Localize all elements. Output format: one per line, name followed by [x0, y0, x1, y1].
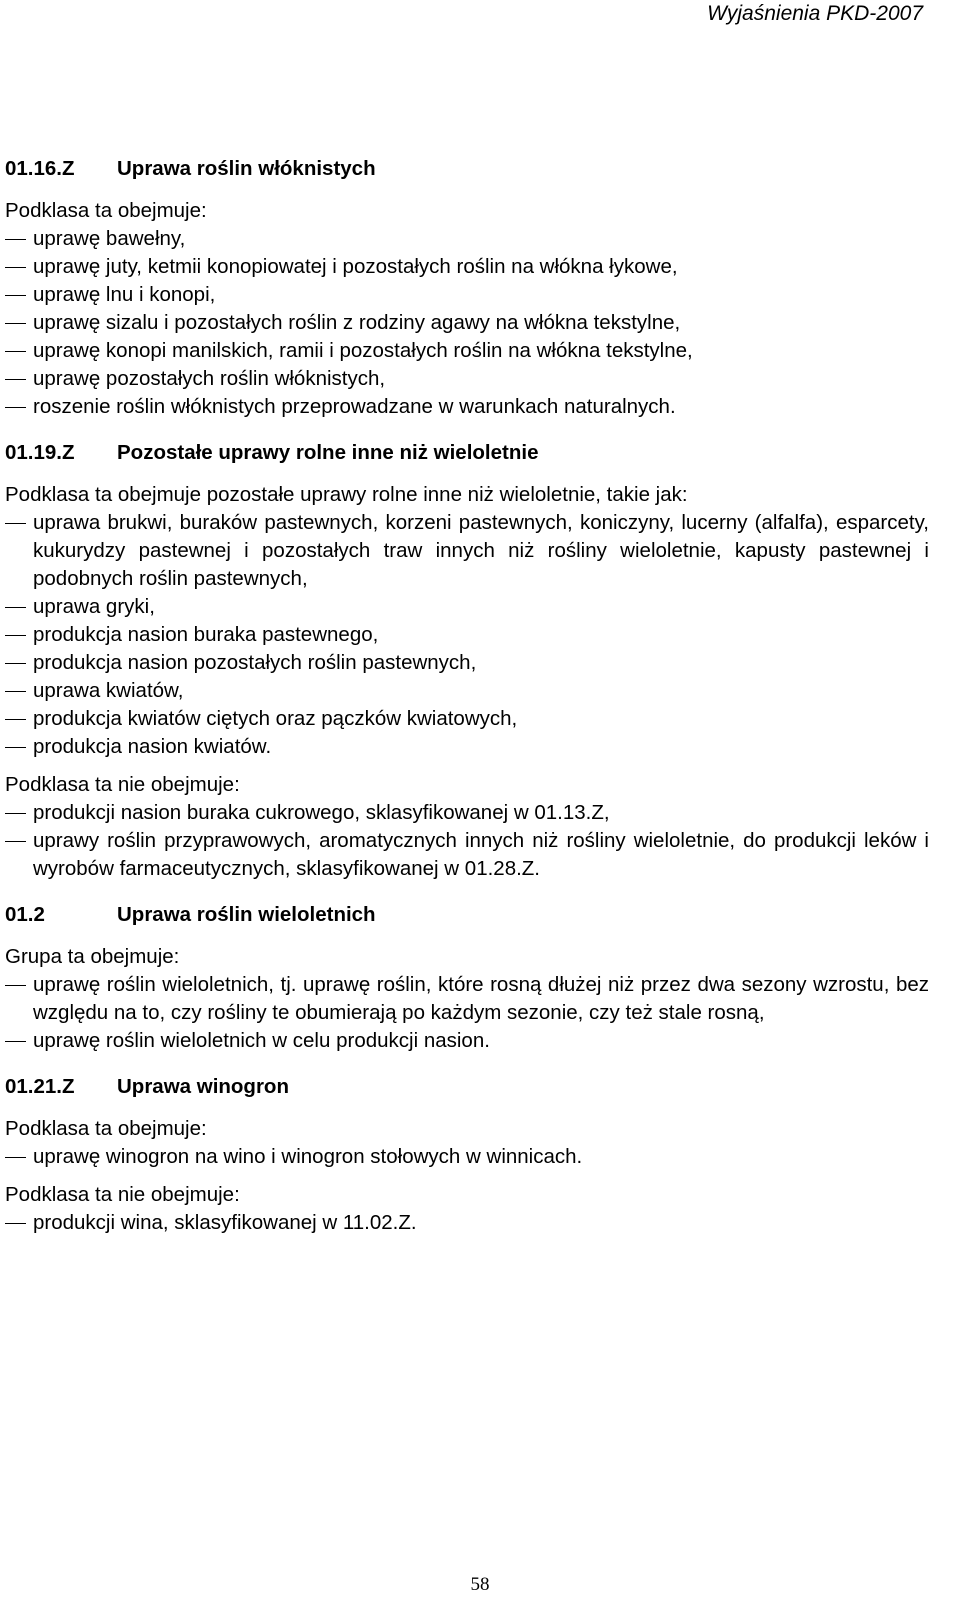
list-item: uprawa brukwi, buraków pastewnych, korzeni pastewnych, koniczyny, lucerny (alfalfa), esparcety, kukurydzy pastewnej i pozostałych traw innych niż rośliny wieloletnie, kapusty pastewnej i podobnych roślin pastewnych,: [5, 509, 929, 593]
section-title: Pozostałe uprawy rolne inne niż wieloletnie: [117, 441, 539, 464]
dash-bullet: [5, 1027, 33, 1055]
excludes-label: Podklasa ta nie obejmuje:: [5, 1183, 240, 1206]
section-title: Uprawa roślin wieloletnich: [117, 903, 376, 926]
document-body: [5, 155, 929, 1237]
dash-bullet: [5, 621, 33, 649]
list-item: produkcja kwiatów ciętych oraz pączków kwiatowych,: [5, 705, 929, 733]
dash-bullet: [5, 309, 33, 337]
dash-bullet: [5, 509, 33, 593]
dash-bullet: [5, 281, 33, 309]
running-header: Wyjaśnienia PKD-2007: [707, 2, 923, 25]
list-item: uprawę bawełny,: [5, 225, 929, 253]
page-number: 58: [470, 1574, 490, 1595]
includes-label: Grupa ta obejmuje:: [5, 945, 180, 968]
list-item: uprawę roślin wieloletnich w celu produkcji nasion.: [5, 1027, 929, 1055]
dash-bullet: [5, 1209, 33, 1237]
section-01-16-z: [5, 155, 929, 421]
section-01-19-z: [5, 439, 929, 883]
dash-bullet: [5, 799, 33, 827]
list-item: uprawę winogron na wino i winogron stołowych w winnicach.: [5, 1143, 929, 1171]
section-heading: [5, 155, 929, 183]
dash-bullet: [5, 971, 33, 1027]
list-item: produkcji nasion buraka cukrowego, sklasyfikowanej w 01.13.Z,: [5, 799, 929, 827]
list-item: uprawa gryki,: [5, 593, 929, 621]
section-title: Uprawa roślin włóknistych: [117, 157, 376, 180]
section-heading: [5, 439, 929, 467]
list-item: uprawę juty, ketmii konopiowatej i pozostałych roślin na włókna łykowe,: [5, 253, 929, 281]
dash-bullet: [5, 365, 33, 393]
list-item: roszenie roślin włóknistych przeprowadzane w warunkach naturalnych.: [5, 393, 929, 421]
dash-bullet: [5, 225, 33, 253]
dash-bullet: [5, 677, 33, 705]
dash-bullet: [5, 649, 33, 677]
list-item: produkcji wina, sklasyfikowanej w 11.02.Z.: [5, 1209, 929, 1237]
list-item: uprawę sizalu i pozostałych roślin z rodziny agawy na włókna tekstylne,: [5, 309, 929, 337]
list-item: produkcja nasion kwiatów.: [5, 733, 929, 761]
section-01-21-z: [5, 1073, 929, 1237]
section-code: 01.2: [5, 903, 45, 926]
includes-label: Podklasa ta obejmuje pozostałe uprawy rolne inne niż wieloletnie, takie jak:: [5, 483, 688, 506]
list-item: uprawę lnu i konopi,: [5, 281, 929, 309]
list-item: uprawę roślin wieloletnich, tj. uprawę roślin, które rosną dłużej niż przez dwa sezony wzrostu, bez względu na to, czy rośliny te obumierają po każdym sezonie, czy też stale rosną,: [5, 971, 929, 1027]
dash-bullet: [5, 1143, 33, 1171]
section-heading: [5, 1073, 929, 1101]
includes-list: [5, 225, 929, 421]
list-item: produkcja nasion pozostałych roślin pastewnych,: [5, 649, 929, 677]
excludes-list: [5, 799, 929, 883]
section-code: 01.19.Z: [5, 441, 75, 464]
section-code: 01.21.Z: [5, 1075, 75, 1098]
dash-bullet: [5, 733, 33, 761]
dash-bullet: [5, 337, 33, 365]
dash-bullet: [5, 705, 33, 733]
section-01-2: [5, 901, 929, 1055]
list-item: uprawę konopi manilskich, ramii i pozostałych roślin na włókna tekstylne,: [5, 337, 929, 365]
includes-list: [5, 971, 929, 1055]
includes-list: [5, 1143, 929, 1171]
excludes-label: Podklasa ta nie obejmuje:: [5, 773, 240, 796]
dash-bullet: [5, 593, 33, 621]
list-item: uprawy roślin przyprawowych, aromatycznych innych niż rośliny wieloletnie, do produkcji leków i wyrobów farmaceutycznych, sklasyfikowanej w 01.28.Z.: [5, 827, 929, 883]
excludes-list: [5, 1209, 929, 1237]
list-item: uprawa kwiatów,: [5, 677, 929, 705]
list-item: produkcja nasion buraka pastewnego,: [5, 621, 929, 649]
dash-bullet: [5, 393, 33, 421]
includes-list: [5, 509, 929, 761]
includes-label: Podklasa ta obejmuje:: [5, 199, 207, 222]
section-heading: [5, 901, 929, 929]
dash-bullet: [5, 827, 33, 883]
list-item: uprawę pozostałych roślin włóknistych,: [5, 365, 929, 393]
dash-bullet: [5, 253, 33, 281]
section-title: Uprawa winogron: [117, 1075, 289, 1098]
includes-label: Podklasa ta obejmuje:: [5, 1117, 207, 1140]
section-code: 01.16.Z: [5, 157, 75, 180]
